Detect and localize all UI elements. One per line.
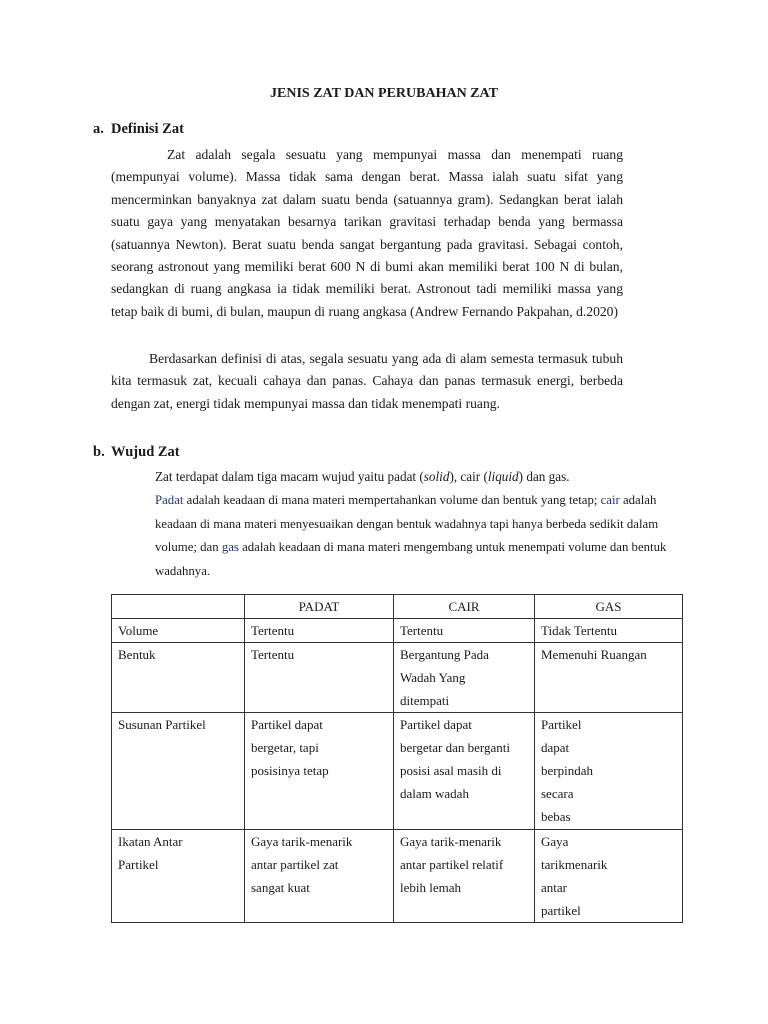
cell-line: antar partikel relatif bbox=[400, 857, 504, 872]
conclusion-paragraph: Berdasarkan definisi di atas, segala sesuatu yang ada di alam semesta termasuk tubuh kita termasuk zat, kecuali cahaya dan panas. Cahaya dan panas termasuk energi, berbeda dengan zat, energi tidak mempunyai massa dan tidak menempati ruang. bbox=[111, 351, 623, 411]
cell-line: bergetar dan berganti bbox=[400, 740, 510, 755]
padat-cell bbox=[245, 619, 394, 643]
table-row bbox=[112, 830, 683, 923]
cell-line: Partikel dapat bbox=[251, 717, 323, 732]
cell-line: lebih lemah bbox=[400, 880, 462, 895]
keyword-padat: Padat bbox=[155, 493, 184, 507]
row-label-cell bbox=[112, 713, 245, 830]
states-definitions bbox=[155, 489, 680, 583]
cell-line: antar bbox=[541, 880, 567, 895]
cell-line: Gaya tarik-menarik bbox=[400, 834, 502, 849]
cell-line: Partikel bbox=[541, 717, 582, 732]
padat-cell bbox=[245, 643, 394, 713]
cell-line: Ikatan Antar bbox=[118, 834, 183, 849]
cair-cell bbox=[394, 830, 535, 923]
cell-line: berpindah bbox=[541, 763, 593, 778]
cell-line: ditempati bbox=[400, 693, 450, 708]
gas-cell bbox=[535, 619, 683, 643]
cell-line: bergetar, tapi bbox=[251, 740, 319, 755]
definition-cair: adalah keadaan di mana materi menyesuaikan dengan bentuk wadahnya tapi hanya berbeda sedikit dalam volume; dan bbox=[155, 493, 659, 554]
row-label-cell bbox=[112, 619, 245, 643]
cell-line: Tertentu bbox=[251, 647, 295, 662]
liquid-term: liquid bbox=[487, 469, 519, 484]
cell-line: Susunan Partikel bbox=[118, 717, 206, 732]
cell-line: posisi asal masih di bbox=[400, 763, 502, 778]
cell-line: Volume bbox=[118, 623, 159, 638]
header-cell-gas: GAS bbox=[535, 595, 683, 619]
cell-line: tarikmenarik bbox=[541, 857, 608, 872]
cell-line: sangat kuat bbox=[251, 880, 310, 895]
cell-line: Gaya bbox=[541, 834, 569, 849]
page-title: JENIS ZAT DAN PERUBAHAN ZAT bbox=[270, 86, 498, 101]
states-comparison-table bbox=[111, 594, 683, 923]
table-row bbox=[112, 619, 683, 643]
cell-line: dapat bbox=[541, 740, 570, 755]
cell-line: dalam wadah bbox=[400, 786, 469, 801]
section-b-title: Wujud Zat bbox=[111, 444, 180, 460]
keyword-cair: cair bbox=[600, 493, 620, 507]
cell-line: bebas bbox=[541, 809, 571, 824]
section-a-title: Definisi Zat bbox=[111, 121, 184, 137]
header-cell-empty bbox=[112, 595, 245, 619]
table-row bbox=[112, 713, 683, 830]
intro-text-1: Zat terdapat dalam tiga macam wujud yaitu padat ( bbox=[155, 469, 424, 484]
row-label-cell bbox=[112, 643, 245, 713]
definition-padat: adalah keadaan di mana materi mempertahankan volume dan bentuk yang tetap; bbox=[183, 493, 601, 507]
header-cell-padat: PADAT bbox=[245, 595, 394, 619]
cair-cell bbox=[394, 643, 535, 713]
cair-cell bbox=[394, 713, 535, 830]
padat-cell bbox=[245, 830, 394, 923]
gas-cell bbox=[535, 713, 683, 830]
cell-line: antar partikel zat bbox=[251, 857, 339, 872]
header-cell-cair: CAIR bbox=[394, 595, 535, 619]
gas-cell bbox=[535, 830, 683, 923]
keyword-gas: gas bbox=[221, 540, 239, 554]
cell-line: posisinya tetap bbox=[251, 763, 329, 778]
cell-line: secara bbox=[541, 786, 574, 801]
cell-line: Memenuhi Ruangan bbox=[541, 647, 647, 662]
cell-line: Bergantung Pada bbox=[400, 647, 489, 662]
cell-line: Partikel dapat bbox=[400, 717, 472, 732]
table-row bbox=[112, 643, 683, 713]
padat-cell bbox=[245, 713, 394, 830]
cell-line: Bentuk bbox=[118, 647, 156, 662]
solid-term: solid bbox=[423, 469, 450, 484]
section-a-heading bbox=[93, 121, 184, 138]
section-a-letter: a. bbox=[93, 121, 104, 137]
cell-line: partikel bbox=[541, 903, 581, 918]
table-header-row bbox=[112, 595, 683, 619]
states-intro bbox=[155, 466, 695, 488]
cell-line: Tertentu bbox=[400, 623, 444, 638]
row-label-cell bbox=[112, 830, 245, 923]
cell-line: Wadah Yang bbox=[400, 670, 466, 685]
cair-cell bbox=[394, 619, 535, 643]
cell-line: Gaya tarik-menarik bbox=[251, 834, 353, 849]
gas-cell bbox=[535, 643, 683, 713]
definition-paragraph: Zat adalah segala sesuatu yang mempunyai massa dan menempati ruang (mempunyai volume). Massa tidak sama dengan berat. Massa ialah suatu sifat yang mencerminkan banyaknya zat dalam suatu benda (satuannya gram). Sedangkan berat ialah suatu gaya yang menyatakan besarnya tarikan gravitasi terhadap benda yang bermassa (satuannya Newton). Berat suatu benda sangat bergantung pada gravitasi. Sebagai contoh, seorang astronout yang memiliki berat 600 N di bumi akan memiliki berat 100 N di bulan, sedangkan di ruang angkasa ia tidak memiliki berat. Astronout tadi memiliki massa yang tetap baik di bumi, di bulan, maupun di ruang angkasa (Andrew Fernando Pakpahan, d.2020) bbox=[111, 147, 623, 319]
intro-text-3: ) dan gas. bbox=[518, 469, 570, 484]
section-b-letter: b. bbox=[93, 444, 105, 460]
section-b-heading bbox=[93, 444, 180, 461]
definition-gas: adalah keadaan di mana materi mengembang untuk menempati volume dan bentuk wadahnya. bbox=[155, 540, 667, 578]
cell-line: Tertentu bbox=[251, 623, 295, 638]
intro-text-2: ), cair ( bbox=[449, 469, 488, 484]
cell-line: Tidak Tertentu bbox=[541, 623, 618, 638]
cell-line: Partikel bbox=[118, 857, 159, 872]
